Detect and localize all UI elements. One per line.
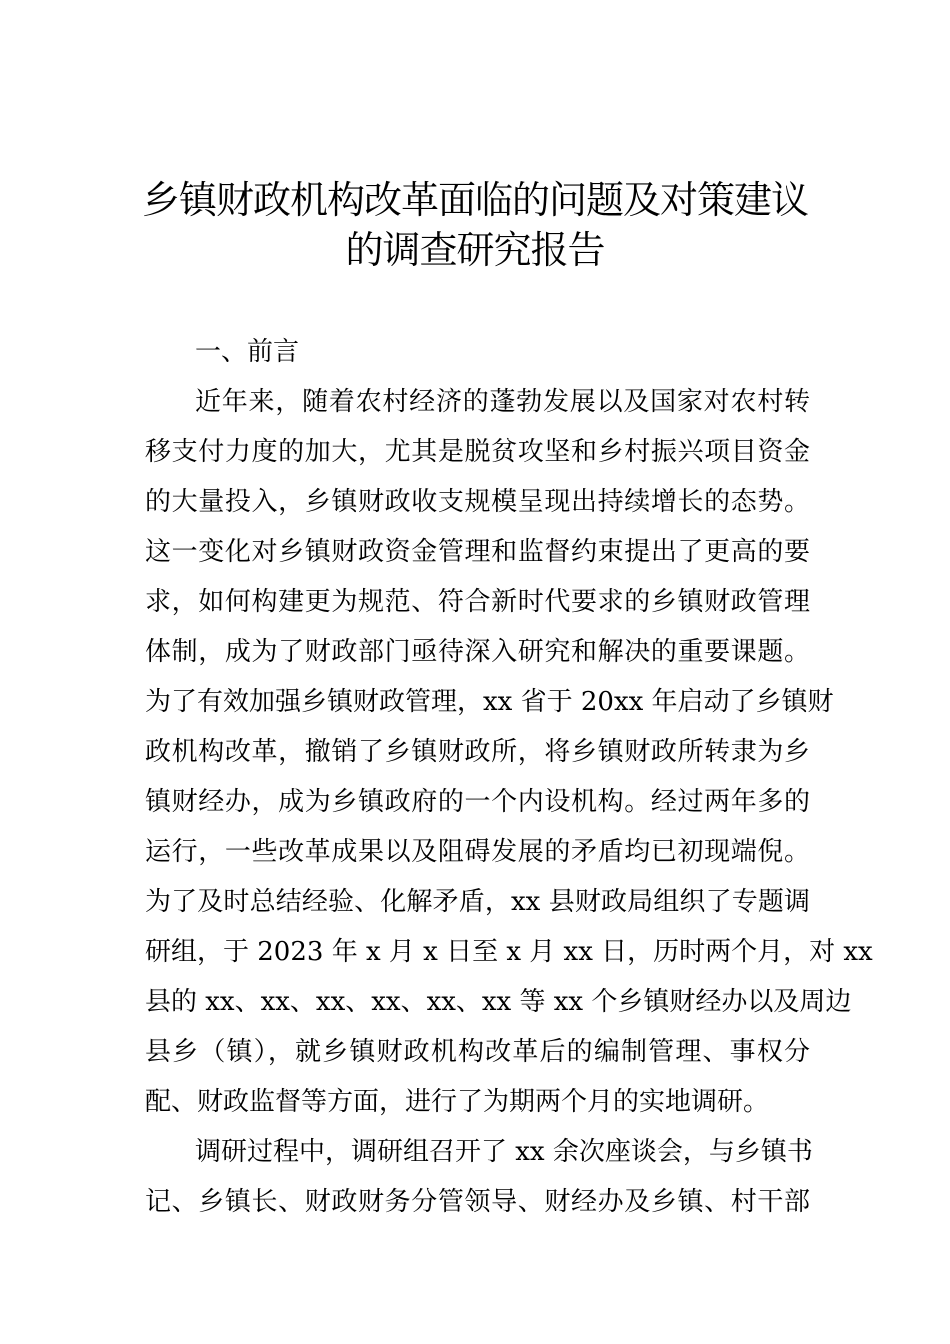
document-title-line-1: 乡镇财政机构改革面临的问题及对策建议 <box>141 178 808 222</box>
paragraph-1-line: 这一变化对乡镇财政资金管理和监督约束提出了更高的要 <box>145 537 810 567</box>
paragraph-1-line: 政机构改革，撤销了乡镇财政所，将乡镇财政所转隶为乡 <box>145 737 810 767</box>
paragraph-1-line: 运行，一些改革成果以及阻碍发展的矛盾均已初现端倪。 <box>145 837 810 867</box>
paragraph-1-line: 配、财政监督等方面，进行了为期两个月的实地调研。 <box>145 1087 770 1117</box>
paragraph-1-line: 镇财经办，成为乡镇政府的一个内设机构。经过两年多的 <box>145 787 810 817</box>
paragraph-1-line: 为了及时总结经验、化解矛盾，xx 县财政局组织了专题调 <box>145 887 810 917</box>
paragraph-1-line: 县的 xx、xx、xx、xx、xx、xx 等 xx 个乡镇财经办以及周边 <box>145 987 852 1017</box>
document-title-line-2: 的调查研究报告 <box>345 228 605 272</box>
paragraph-1-line: 移支付力度的加大，尤其是脱贫攻坚和乡村振兴项目资金 <box>145 437 810 467</box>
paragraph-1-line: 的大量投入，乡镇财政收支规模呈现出持续增长的态势。 <box>145 487 810 517</box>
paragraph-1-line: 研组，于 2023 年 x 月 x 日至 x 月 xx 日，历时两个月，对 xx <box>145 937 873 967</box>
document-body <box>145 327 873 1227</box>
paragraph-1-line: 近年来，随着农村经济的蓬勃发展以及国家对农村转 <box>195 387 810 417</box>
paragraph-1-line: 求，如何构建更为规范、符合新时代要求的乡镇财政管理 <box>145 587 810 617</box>
paragraph-2-line: 调研过程中，调研组召开了 xx 余次座谈会，与乡镇书 <box>195 1137 813 1167</box>
paragraph-1-line: 体制，成为了财政部门亟待深入研究和解决的重要课题。 <box>145 637 810 667</box>
paragraph-1-line: 为了有效加强乡镇财政管理，xx 省于 20xx 年启动了乡镇财 <box>145 687 834 717</box>
paragraph-1-line: 县乡（镇），就乡镇财政机构改革后的编制管理、事权分 <box>145 1037 810 1067</box>
section-heading: 一、前言 <box>195 337 300 367</box>
paragraph-2-line: 记、乡镇长、财政财务分管领导、财经办及乡镇、村干部 <box>145 1187 810 1217</box>
